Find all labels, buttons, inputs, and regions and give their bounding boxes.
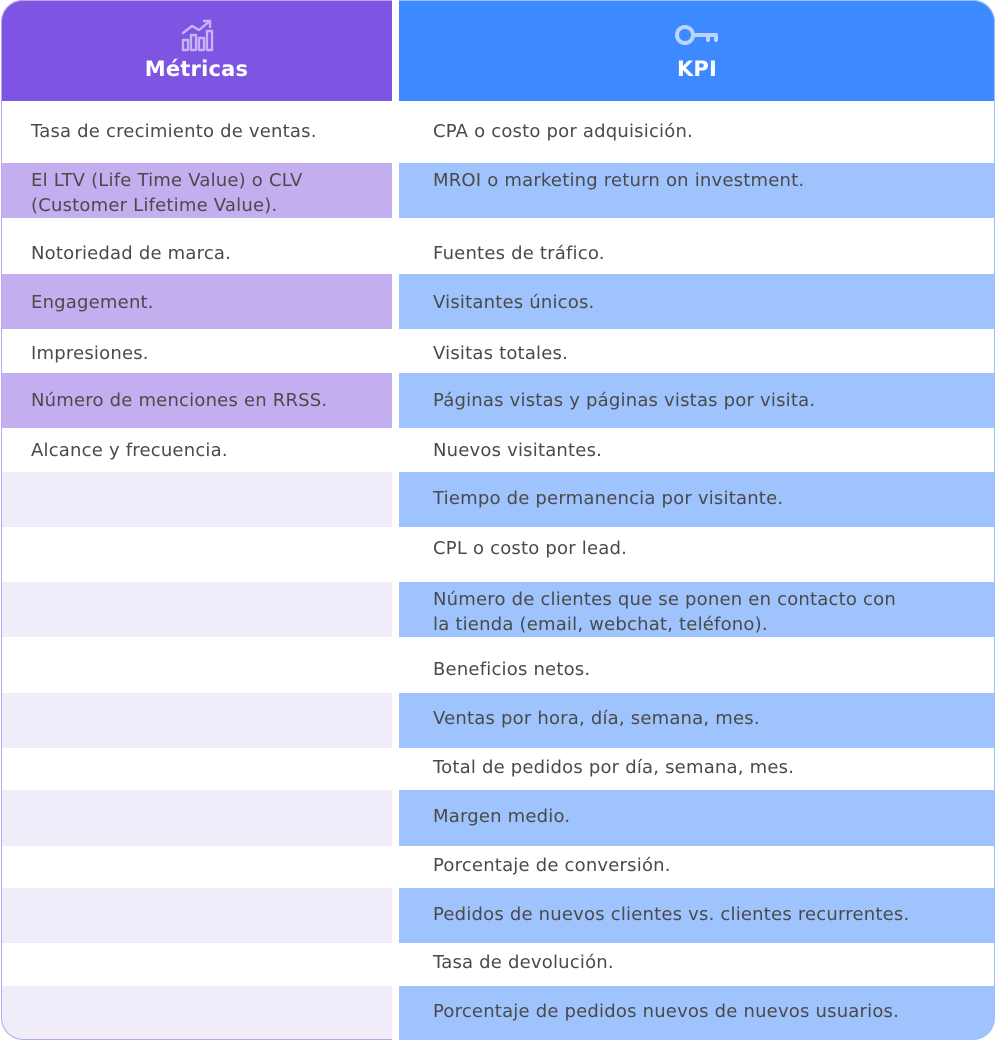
metric-row-empty xyxy=(1,693,392,748)
metric-row: Número de menciones en RRSS. xyxy=(1,373,392,428)
kpi-row: Visitas totales. xyxy=(399,329,995,373)
kpi-row: Porcentaje de pedidos nuevos de nuevos usuarios. xyxy=(399,986,995,1040)
kpi-row: Margen medio. xyxy=(399,790,995,846)
kpi-row: Nuevos visitantes. xyxy=(399,428,995,472)
metric-row-empty xyxy=(1,943,392,986)
metric-row: Alcance y frecuencia. xyxy=(1,428,392,472)
metric-row: Tasa de crecimiento de ventas. xyxy=(1,101,392,163)
metric-row-empty xyxy=(1,790,392,846)
metric-row-empty xyxy=(1,472,392,527)
kpi-row: Tasa de devolución. xyxy=(399,943,995,986)
kpi-row: Beneficios netos. xyxy=(399,637,995,693)
kpi-header xyxy=(399,0,995,101)
metric-row-empty xyxy=(1,986,392,1040)
kpi-row: MROI o marketing return on investment. xyxy=(399,163,995,218)
bar-chart-growth-icon xyxy=(180,18,214,52)
metrics-header xyxy=(1,0,392,101)
kpi-row: Ventas por hora, día, semana, mes. xyxy=(399,693,995,748)
kpi-row: CPA o costo por adquisición. xyxy=(399,101,995,163)
metric-row-empty xyxy=(1,582,392,637)
kpi-row: Páginas vistas y páginas vistas por visita. xyxy=(399,373,995,428)
key-icon xyxy=(674,18,720,52)
metric-row-empty xyxy=(1,888,392,943)
kpi-row: Total de pedidos por día, semana, mes. xyxy=(399,748,995,790)
kpi-row: Pedidos de nuevos clientes vs. clientes recurrentes. xyxy=(399,888,995,943)
kpi-row: Porcentaje de conversión. xyxy=(399,846,995,888)
metric-row: Impresiones. xyxy=(1,329,392,373)
kpi-row: Tiempo de permanencia por visitante. xyxy=(399,472,995,527)
metric-row-empty xyxy=(1,846,392,888)
metric-row: El LTV (Life Time Value) o CLV (Customer Lifetime Value). xyxy=(1,163,392,218)
metric-row-empty xyxy=(1,527,392,582)
kpi-row: Visitantes únicos. xyxy=(399,274,995,329)
kpi-header-title: KPI xyxy=(676,57,718,81)
metric-row-empty xyxy=(1,748,392,790)
metric-row-empty xyxy=(1,637,392,693)
kpi-row: Fuentes de tráfico. xyxy=(399,218,995,274)
kpi-row: Número de clientes que se ponen en contacto con la tienda (email, webchat, teléfono). xyxy=(399,582,995,637)
metric-row: Notoriedad de marca. xyxy=(1,218,392,274)
metric-row: Engagement. xyxy=(1,274,392,329)
metrics-header-title: Métricas xyxy=(144,57,249,81)
kpi-row: CPL o costo por lead. xyxy=(399,527,995,582)
